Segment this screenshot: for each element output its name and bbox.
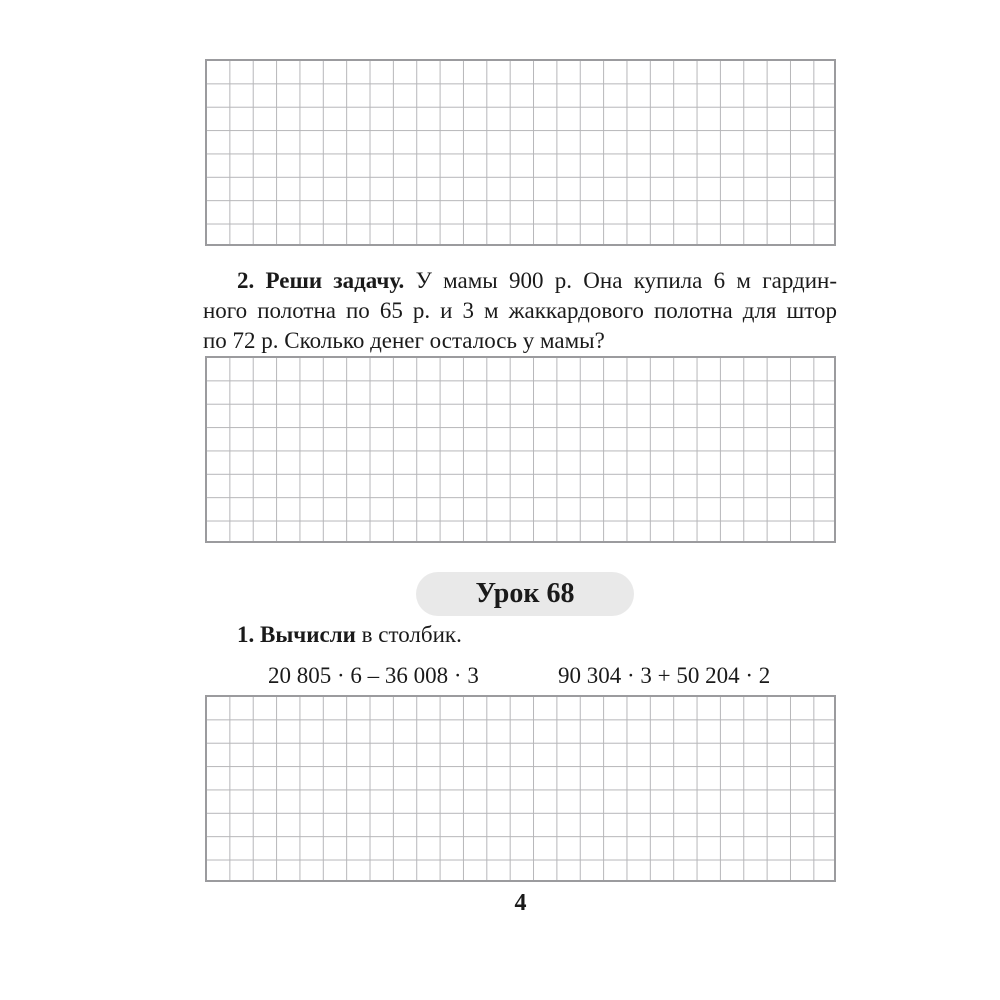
task-2-heading: 2. Реши задачу. (237, 268, 405, 293)
task-2-line-2: ного полотна по 65 р. и 3 м жаккардового полотна для штор (203, 298, 837, 323)
task-2-problem (203, 266, 837, 356)
task-1-heading: 1. Вычисли (237, 622, 356, 647)
task-1-instruction (237, 620, 462, 650)
lesson-header-pill (416, 572, 634, 616)
task-2-line-1-text: У мамы 900 р. Она купила 6 м гардин- (415, 268, 838, 293)
writing-grid-middle (205, 356, 836, 543)
writing-grid-bottom (205, 695, 836, 882)
task-1-instruction-rest: в столбик. (355, 622, 462, 647)
task-2-line-3: по 72 р. Сколько денег осталось у мамы? (203, 328, 605, 353)
task-1-expression-right: 90 304 · 3 + 50 204 · 2 (558, 663, 771, 688)
page-number: 4 (514, 890, 527, 916)
lesson-header-label: Урок 68 (475, 578, 575, 609)
task-2-line-1 (203, 266, 837, 296)
writing-grid-top (205, 59, 836, 246)
task-1-expression-left: 20 805 · 6 – 36 008 · 3 (268, 663, 479, 688)
